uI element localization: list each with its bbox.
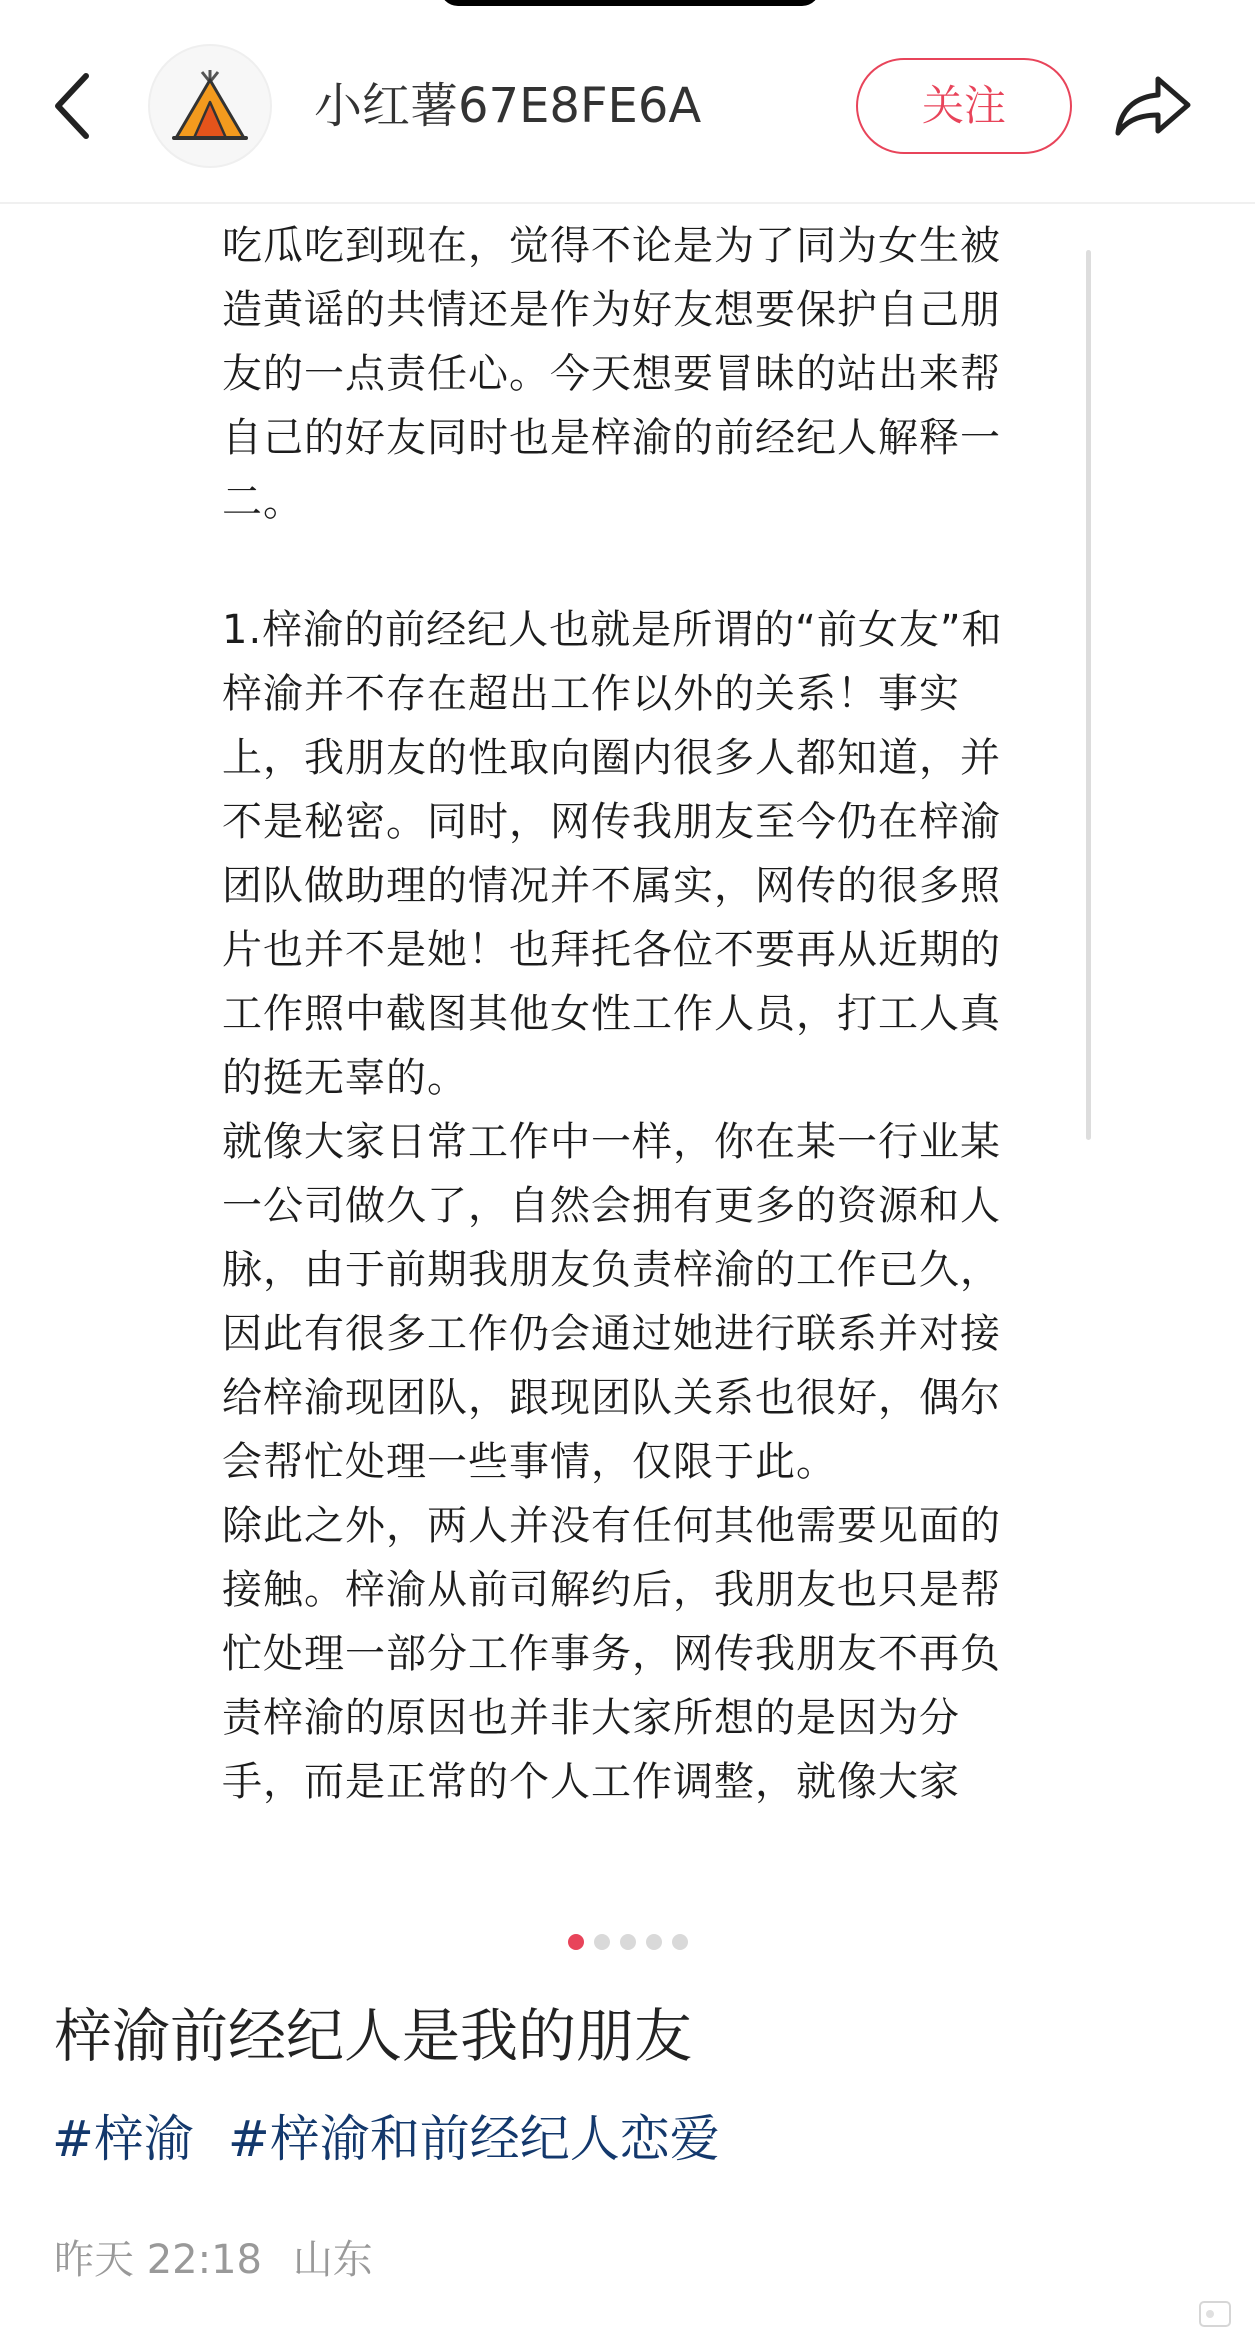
share-button[interactable]	[1108, 66, 1198, 146]
slide-paragraph: 就像大家日常工作中一样，你在某一行业某一公司做久了，自然会拥有更多的资源和人脉，由于前期我朋友负责梓渝的工作已久，因此有很多工作仍会通过她进行联系并对接给梓渝现团队，跟现团队关系也很好，偶尔会帮忙处理一些事情，仅限于此。	[222, 1119, 1001, 1485]
pager-dot[interactable]	[646, 1934, 662, 1950]
post-location: 山东	[292, 2237, 373, 2283]
slide-text-screenshot	[222, 214, 1032, 1814]
post-title: 梓渝前经纪人是我的朋友	[54, 2002, 693, 2070]
carousel-pager	[0, 1932, 1255, 1952]
hashtag-link[interactable]: #梓渝	[52, 2110, 194, 2168]
post-meta	[54, 2232, 373, 2288]
slide-paragraph: 1.梓渝的前经纪人也就是所谓的“前女友”和梓渝并不存在超出工作以外的关系！事实上，我朋友的性取向圈内很多人都知道，并不是秘密。同时，网传我朋友至今仍在梓渝团队做助理的情况并不属实，网传的很多照片也并不是她！也拜托各位不要再从近期的工作照中截图其他女性工作人员，打工人真的挺无辜的。	[222, 607, 1003, 1101]
avatar[interactable]	[148, 44, 272, 168]
post-time: 昨天 22:18	[54, 2237, 262, 2283]
back-button[interactable]	[42, 66, 102, 146]
author-username[interactable]: 小红薯67E8FE6A	[314, 78, 702, 134]
post-tags	[52, 2104, 738, 2174]
post-header	[0, 0, 1255, 204]
slide-scrollbar	[1086, 250, 1091, 1140]
slide-paragraph-blank	[222, 534, 1032, 598]
image-carousel[interactable]	[0, 204, 1255, 1894]
pager-dot[interactable]	[672, 1934, 688, 1950]
hashtag-link[interactable]: #梓渝和前经纪人恋爱	[227, 2110, 720, 2168]
follow-button[interactable]: 关注	[856, 58, 1072, 154]
pager-dot-active[interactable]	[568, 1934, 584, 1950]
tent-icon	[170, 68, 250, 144]
chevron-left-icon	[50, 70, 94, 142]
share-arrow-icon	[1112, 73, 1194, 139]
pager-dot[interactable]	[620, 1934, 636, 1950]
watermark-corner-icon	[1196, 2296, 1236, 2332]
slide-paragraph: 吃瓜吃到现在，觉得不论是为了同为女生被造黄谣的共情还是作为好友想要保护自己朋友的一点责任心。今天想要冒昧的站出来帮自己的好友同时也是梓渝的前经纪人解释一二。	[222, 223, 1001, 525]
slide-paragraph: 除此之外，两人并没有任何其他需要见面的接触。梓渝从前司解约后，我朋友也只是帮忙处理一部分工作事务，网传我朋友不再负责梓渝的原因也并非大家所想的是因为分手，而是正常的个人工作调整，就像大家	[222, 1503, 1001, 1805]
pager-dot[interactable]	[594, 1934, 610, 1950]
